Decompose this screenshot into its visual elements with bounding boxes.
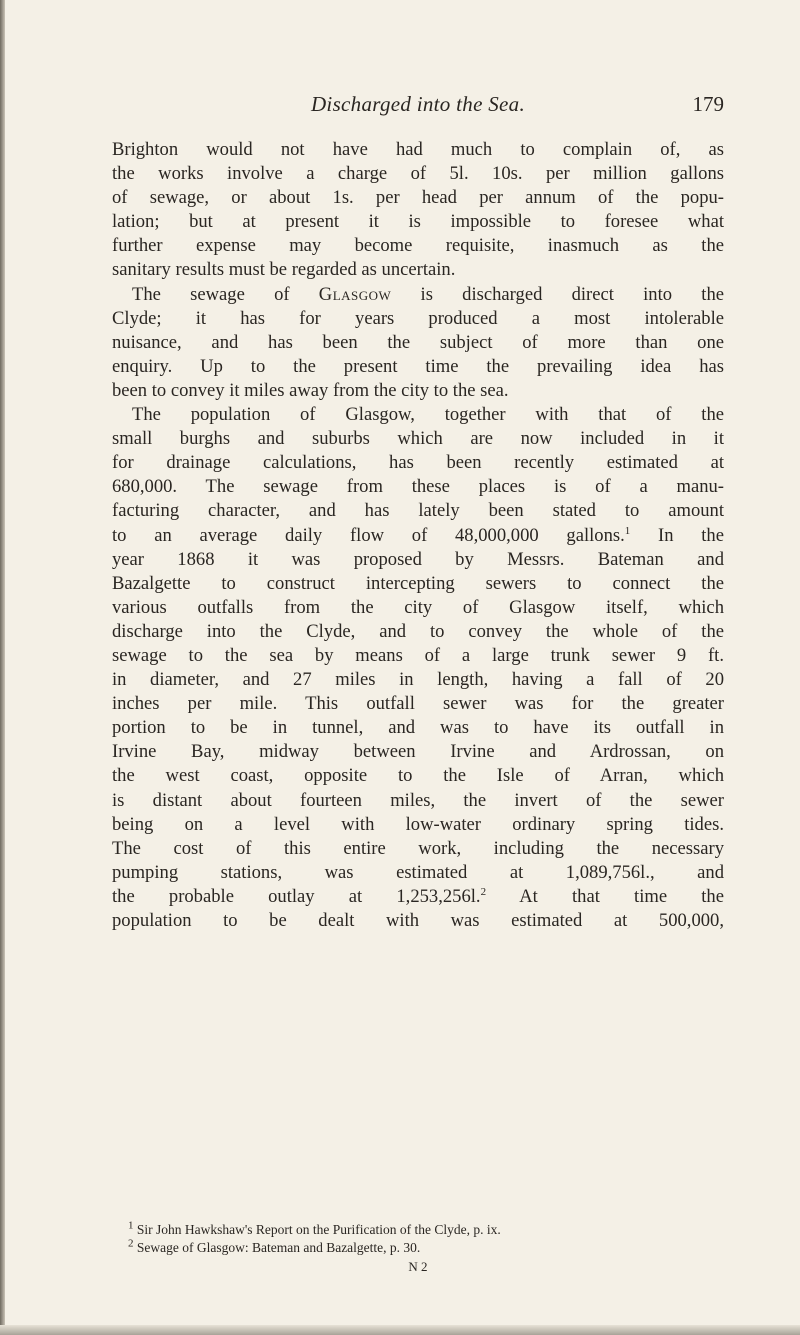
text-line: sanitary results must be regarded as uncertain. [112, 259, 456, 281]
signature-mark: N 2 [408, 1259, 428, 1274]
text-line: is distant about fourteen miles, the invert of the sewer [112, 789, 724, 811]
text-line: of sewage, or about 1s. per head per annum of the popu- [112, 187, 724, 209]
footnote-marker: 1 [128, 1219, 134, 1232]
text-line: year 1868 it was proposed by Messrs. Bateman and [112, 548, 724, 570]
page-bottom-edge [0, 1325, 800, 1335]
body-text [112, 138, 724, 933]
page-header [112, 92, 724, 122]
text-line: population to be dealt with was estimated at 500,000, [112, 910, 724, 931]
footnote-marker: 2 [128, 1237, 134, 1250]
footnote-2 [112, 1239, 724, 1257]
text-run: is discharged direct into the [391, 283, 724, 305]
text-line: pumping stations, was estimated at 1,089,756l., and [112, 861, 724, 883]
page-number: 179 [692, 92, 724, 116]
text-line: small burghs and suburbs which are now included in it [112, 428, 724, 450]
footnote-1 [112, 1221, 724, 1239]
text-line: 680,000. The sewage from these places is of a manu- [112, 476, 724, 498]
text-line: Clyde; it has for years produced a most intolerable [112, 307, 724, 329]
text-line: The cost of this entire work, including the necessary [112, 837, 724, 859]
text-line: inches per mile. This outfall sewer was for the greater [112, 693, 724, 715]
text-line: portion to be in tunnel, and was to have its outfall in [112, 717, 724, 739]
text-line: for drainage calculations, has been recently estimated at [112, 452, 724, 474]
footnotes [112, 1221, 724, 1257]
footnote-text: Sewage of Glasgow: Bateman and Bazalgette, p. 30. [136, 1240, 421, 1255]
text-line: Brighton would not have had much to complain of, as [112, 139, 724, 160]
text-line: the works involve a charge of 5l. 10s. per million gallons [112, 163, 724, 185]
page-left-edge [0, 0, 5, 1335]
text-line: being on a level with low-water ordinary spring tides. [112, 813, 724, 835]
text-line: been to convey it miles away from the city to the sea. [112, 379, 509, 401]
footnote-text: Sir John Hawkshaw's Report on the Purification of the Clyde, p. ix. [136, 1222, 501, 1237]
footnote-ref-1[interactable]: 1 [624, 524, 631, 537]
text-line: Irvine Bay, midway between Irvine and Ardrossan, on [112, 741, 724, 763]
text-line: the west coast, opposite to the Isle of Arran, which [112, 765, 724, 787]
text-line [112, 524, 724, 548]
text-run: At that time the [486, 885, 724, 907]
text-line [112, 283, 724, 307]
text-line: various outfalls from the city of Glasgow itself, which [112, 596, 724, 618]
text-run: In the [630, 524, 724, 546]
text-line: The population of Glasgow, together with that of the [132, 404, 724, 426]
text-run: to an average daily flow of 48,000,000 gallons. [112, 524, 625, 546]
running-title: Discharged into the Sea. [310, 92, 526, 116]
footnote-ref-2[interactable]: 2 [480, 885, 487, 898]
text-line: nuisance, and has been the subject of more than one [112, 331, 724, 353]
text-line: sewage to the sea by means of a large trunk sewer 9 ft. [112, 644, 724, 666]
text-line: discharge into the Clyde, and to convey the whole of the [112, 620, 724, 642]
text-line: lation; but at present it is impossible to foresee what [112, 211, 724, 233]
text-line: in diameter, and 27 miles in length, having a fall of 20 [112, 669, 724, 691]
text-run: the probable outlay at 1,253,256l. [112, 885, 481, 907]
text-run: The sewage of [132, 283, 319, 305]
text-line: enquiry. Up to the present time the prevailing idea has [112, 355, 724, 377]
text-line: further expense may become requisite, inasmuch as the [112, 235, 724, 257]
text-line [112, 885, 724, 909]
glasgow-small-caps: Glasgow [318, 283, 392, 305]
text-line: Bazalgette to construct intercepting sewers to connect the [112, 572, 724, 594]
text-line: facturing character, and has lately been stated to amount [112, 500, 724, 522]
